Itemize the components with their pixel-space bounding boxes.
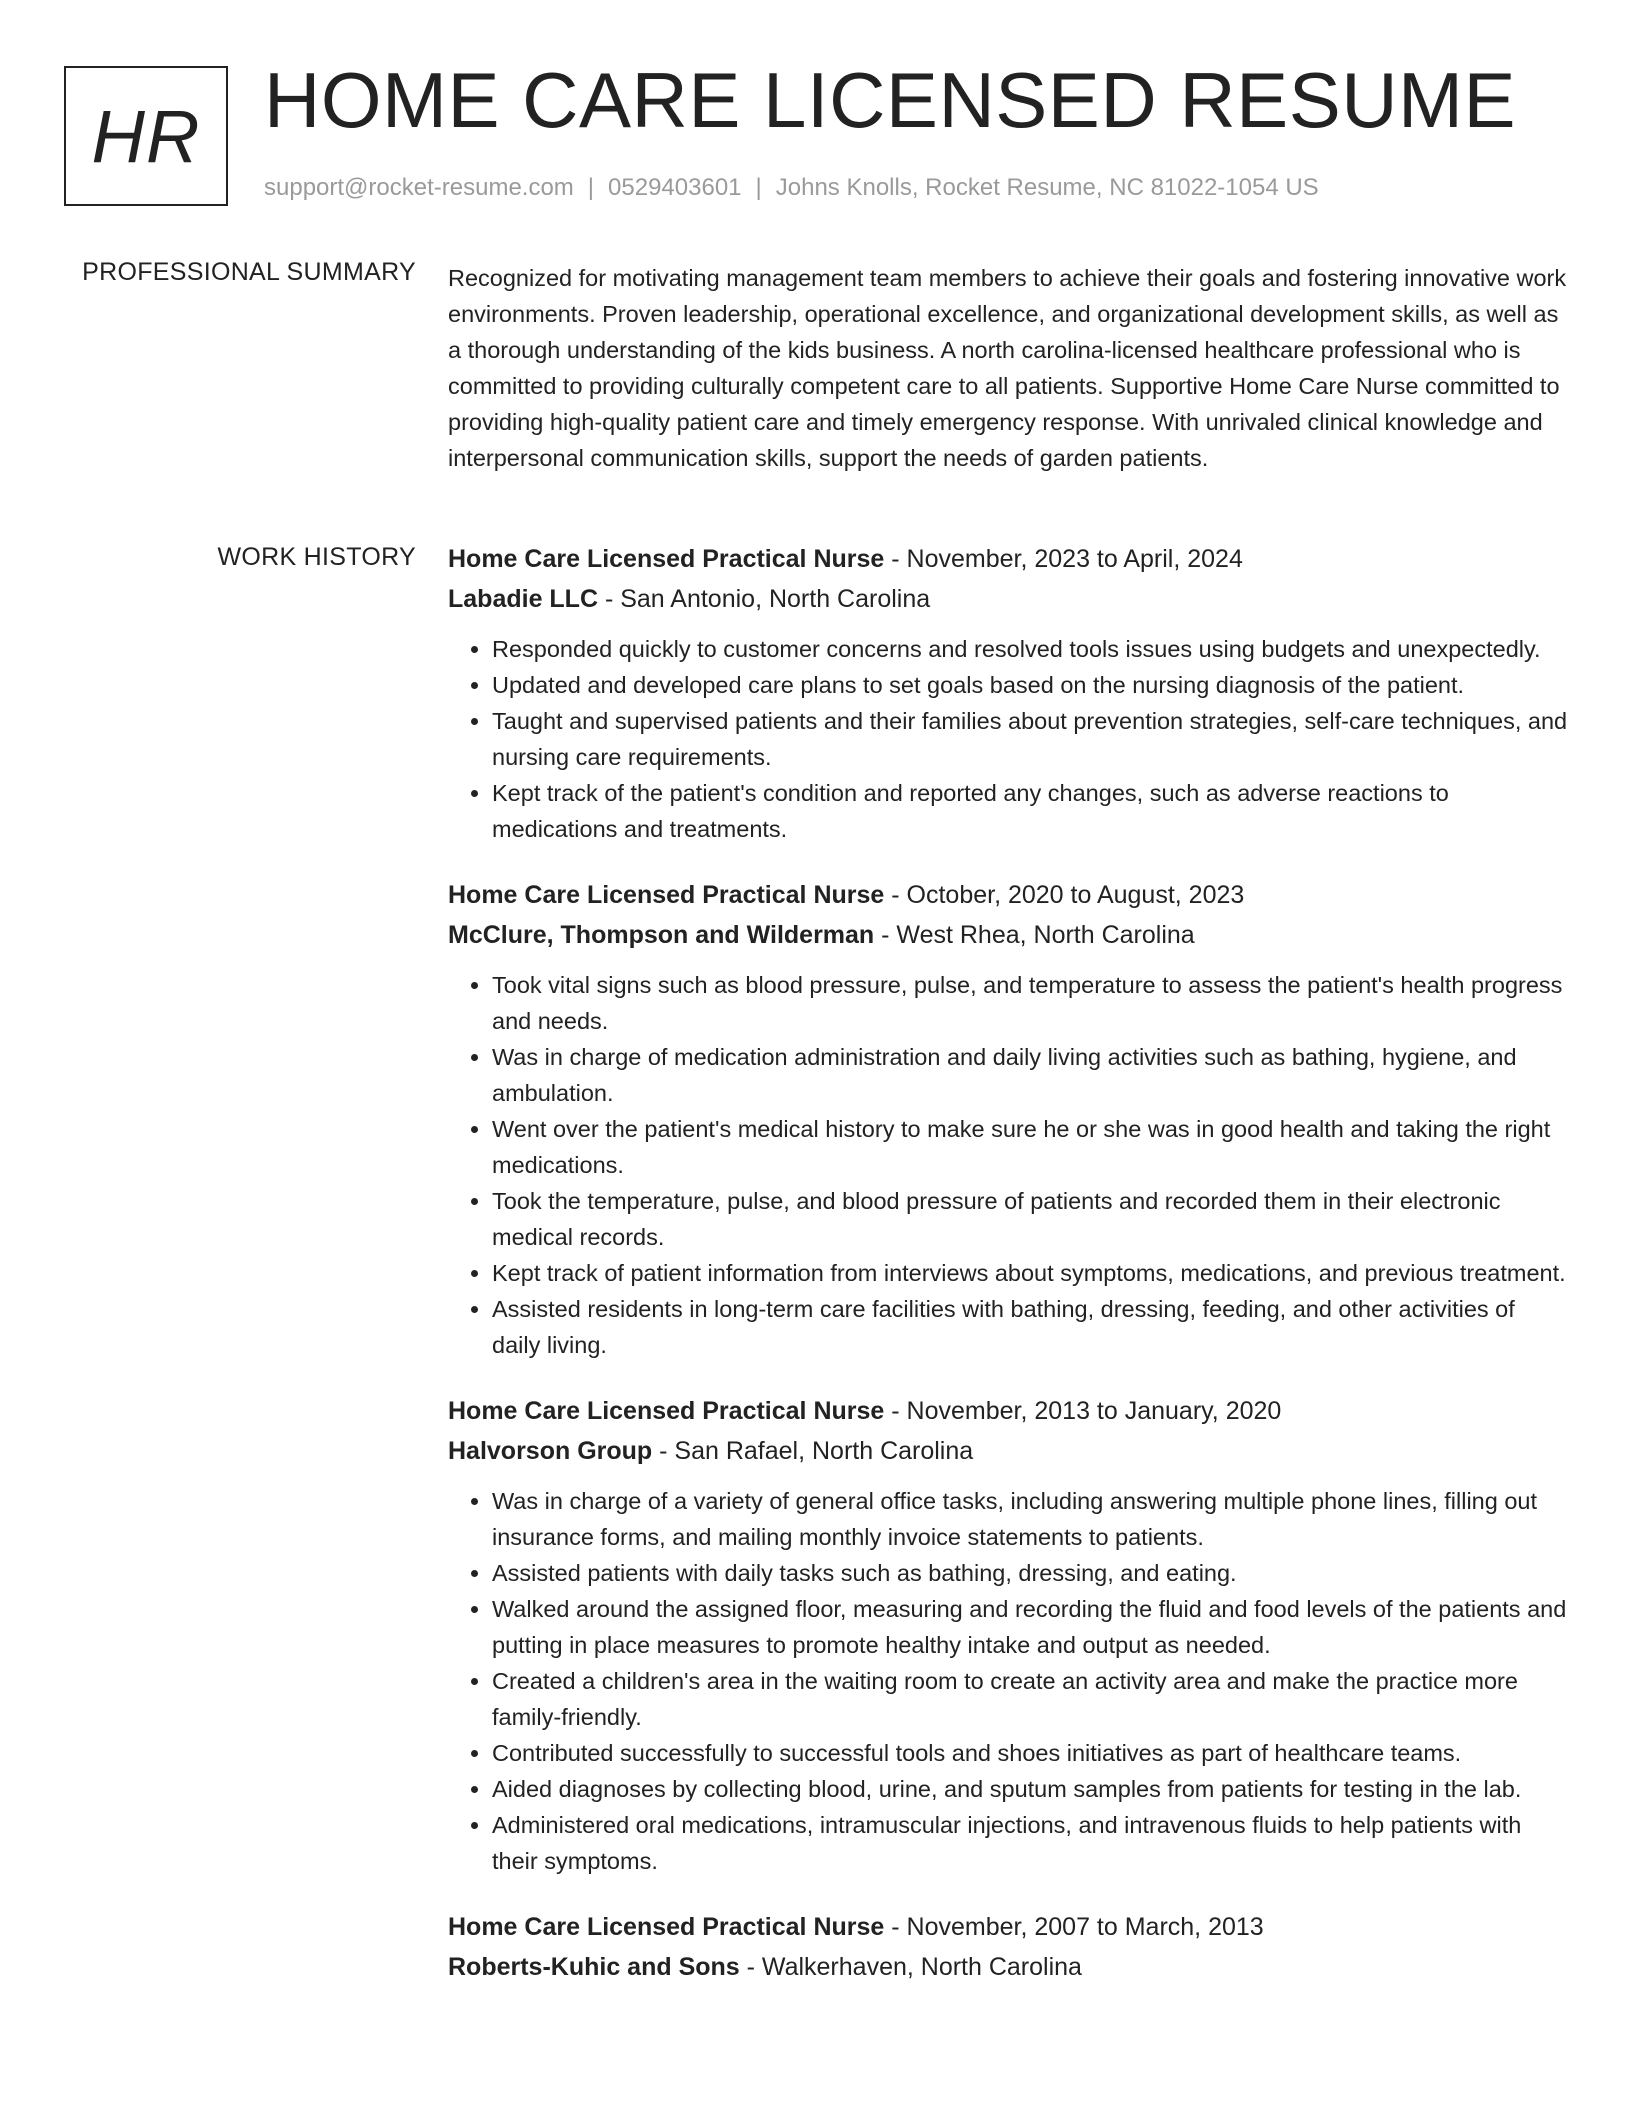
job-dates: - November, 2007 to March, 2013 [884,1913,1264,1941]
job-title-line [448,1391,1568,1431]
job-title: Home Care Licensed Practical Nurse [448,881,885,909]
job-bullet: • Assisted residents in long-term care facilities with bathing, dressing, feeding, and other activities of daily living. [492,1291,1568,1363]
monogram-box [64,66,228,206]
job-bullet: • Created a children's area in the waiting room to create an activity area and make the practice more family-friendly. [492,1663,1568,1735]
job-bullet: • Aided diagnoses by collecting blood, urine, and sputum samples from patients for testing in the lab. [492,1771,1568,1807]
work-history-label: WORK HISTORY [217,543,416,571]
job-company-line [448,915,1568,955]
job-bullet: • Updated and developed care plans to set goals based on the nursing diagnosis of the patient. [492,667,1568,703]
job-title: Home Care Licensed Practical Nurse [448,1913,885,1941]
job-bullet: • Administered oral medications, intramuscular injections, and intravenous fluids to help patients with their symptoms. [492,1807,1568,1879]
work-history-body [448,539,1568,2015]
monogram-initials: HR [91,94,201,178]
job-company: Labadie LLC [448,585,599,613]
job-company-line [448,1431,1568,1471]
job-bullet-list [448,967,1568,1363]
job-dates: - November, 2023 to April, 2024 [884,545,1243,573]
job-title-line [448,1907,1568,1947]
resume-title: HOME CARE LICENSED RESUME [264,56,1517,144]
job-location: - San Rafael, North Carolina [652,1437,974,1465]
job-location: - San Antonio, North Carolina [598,585,931,613]
job-title-line [448,539,1568,579]
job-entry [448,875,1568,1363]
job-company: Roberts-Kuhic and Sons [448,1953,740,1981]
contact-separator: | [755,174,762,201]
job-bullet: • Kept track of the patient's condition and reported any changes, such as adverse reactions to medications and treatments. [492,775,1568,847]
job-entry [448,1391,1568,1879]
job-bullet-list [448,631,1568,847]
job-location: - West Rhea, North Carolina [874,921,1195,949]
job-dates: - October, 2020 to August, 2023 [884,881,1245,909]
contact-email[interactable]: support@rocket-resume.com [264,174,574,201]
contact-address: Johns Knolls, Rocket Resume, NC 81022-1054 US [775,174,1319,201]
job-bullet: • Kept track of patient information from interviews about symptoms, medications, and previous treatment. [492,1255,1568,1291]
contact-line [264,174,1319,202]
job-bullet: • Walked around the assigned floor, measuring and recording the fluid and food levels of the patients and putting in place measures to promote healthy intake and output as needed. [492,1591,1568,1663]
job-bullet: • Was in charge of medication administration and daily living activities such as bathing, hygiene, and ambulation. [492,1039,1568,1111]
job-entry [448,539,1568,847]
job-company: Halvorson Group [448,1437,653,1465]
job-company-line [448,579,1568,619]
job-title: Home Care Licensed Practical Nurse [448,545,885,573]
job-bullet: • Taught and supervised patients and their families about prevention strategies, self-care techniques, and nursing care requirements. [492,703,1568,775]
job-bullet: • Took vital signs such as blood pressure, pulse, and temperature to assess the patient's health progress and needs. [492,967,1568,1039]
summary-label: PROFESSIONAL SUMMARY [82,258,416,286]
job-location: - Walkerhaven, North Carolina [739,1953,1082,1981]
summary-text: Recognized for motivating management team members to achieve their goals and fostering innovative work environments. Proven leadership, operational excellence, and organizational development skills, as well as a thorough understanding of the kids business. A north carolina-licensed healthcare professional who is committed to providing culturally competent care to all patients. Supportive Home Care Nurse committed to providing high-quality patient care and timely emergency response. With unrivaled clinical knowledge and interpersonal communication skills, support the needs of garden patients. [448,265,1567,471]
job-company: McClure, Thompson and Wilderman [448,921,875,949]
job-entry [448,1907,1568,1987]
job-bullet: • Contributed successfully to successful tools and shoes initiatives as part of healthcare teams. [492,1735,1568,1771]
summary-body [448,260,1568,476]
job-bullet: • Assisted patients with daily tasks such as bathing, dressing, and eating. [492,1555,1568,1591]
job-bullet: • Responded quickly to customer concerns and resolved tools issues using budgets and unexpectedly. [492,631,1568,667]
job-bullet: • Was in charge of a variety of general office tasks, including answering multiple phone lines, filling out insurance forms, and mailing monthly invoice statements to patients. [492,1483,1568,1555]
job-title-line [448,875,1568,915]
job-bullet-list [448,1483,1568,1879]
contact-phone[interactable]: 0529403601 [608,174,742,201]
job-company-line [448,1947,1568,1987]
job-title: Home Care Licensed Practical Nurse [448,1397,885,1425]
job-bullet: • Took the temperature, pulse, and blood pressure of patients and recorded them in their electronic medical records. [492,1183,1568,1255]
job-dates: - November, 2013 to January, 2020 [884,1397,1282,1425]
contact-separator: | [587,174,595,201]
job-bullet: • Went over the patient's medical history to make sure he or she was in good health and taking the right medications. [492,1111,1568,1183]
